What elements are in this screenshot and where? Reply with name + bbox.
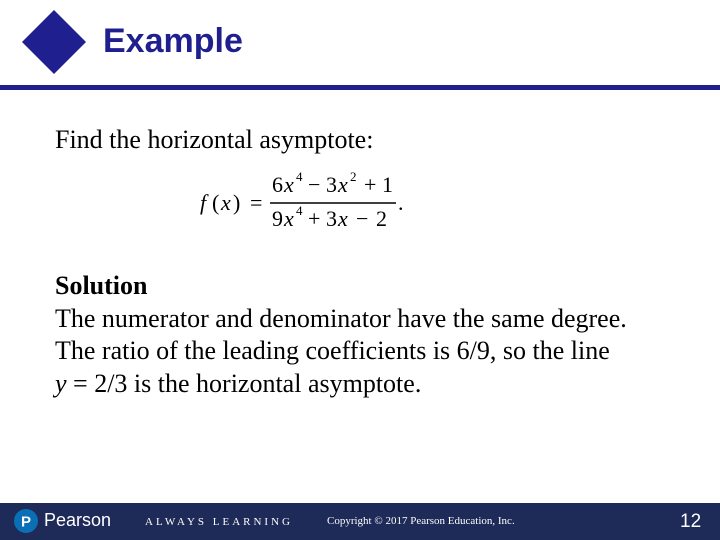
den-const: 2 <box>376 206 387 231</box>
num-var-2: x <box>338 172 348 197</box>
num-exp-2: 2 <box>350 170 357 184</box>
num-const: 1 <box>382 172 393 197</box>
solution-line-1: The numerator and denominator have the same degree. <box>55 303 627 333</box>
solution-block <box>55 270 695 400</box>
solution-variable-y: y <box>55 368 67 398</box>
solution-line-2: The ratio of the leading coefficients is 6/9, so the line <box>55 336 610 365</box>
num-coef-2: 3 <box>326 172 337 197</box>
num-exp-1: 4 <box>296 170 303 184</box>
formula-equals: = <box>250 190 263 215</box>
den-var-1: x <box>284 206 294 231</box>
pearson-logo-letter: P <box>20 513 32 531</box>
solution-line-3-text: = 2/3 is the horizontal asymptote. <box>66 368 422 398</box>
header-rule <box>0 85 720 90</box>
den-op-1: + <box>308 206 321 231</box>
solution-heading: Solution <box>55 271 148 300</box>
den-op-2: − <box>356 206 369 231</box>
formula-close-paren: ) <box>233 190 241 215</box>
formula-open-paren: ( <box>212 190 220 215</box>
rational-function-formula <box>200 170 430 238</box>
num-var-1: x <box>284 172 294 197</box>
slide-title: Example <box>103 22 243 60</box>
problem-prompt: Find the horizontal asymptote: <box>55 125 374 154</box>
den-exp-1: 4 <box>296 203 303 218</box>
formula-x: x <box>221 190 231 215</box>
pearson-wordmark: Pearson <box>44 510 112 530</box>
num-op-1: − <box>308 172 321 197</box>
footer-bar <box>0 503 720 540</box>
diamond-bullet-icon <box>22 10 86 74</box>
den-coef-1: 9 <box>272 206 283 231</box>
copyright-notice: Copyright © 2017 Pearson Education, Inc. <box>327 515 515 527</box>
formula-f: f <box>200 190 207 215</box>
den-var-2: x <box>338 206 348 231</box>
den-coef-2: 3 <box>326 206 337 231</box>
page-number: 12 <box>680 511 702 532</box>
num-op-2: + <box>364 172 377 197</box>
solution-line-3 <box>55 368 695 401</box>
formula-period: . <box>398 190 404 215</box>
num-coef-1: 6 <box>272 172 283 197</box>
footer-tagline: ALWAYS LEARNING <box>145 516 293 528</box>
pearson-logo-icon <box>14 509 38 533</box>
